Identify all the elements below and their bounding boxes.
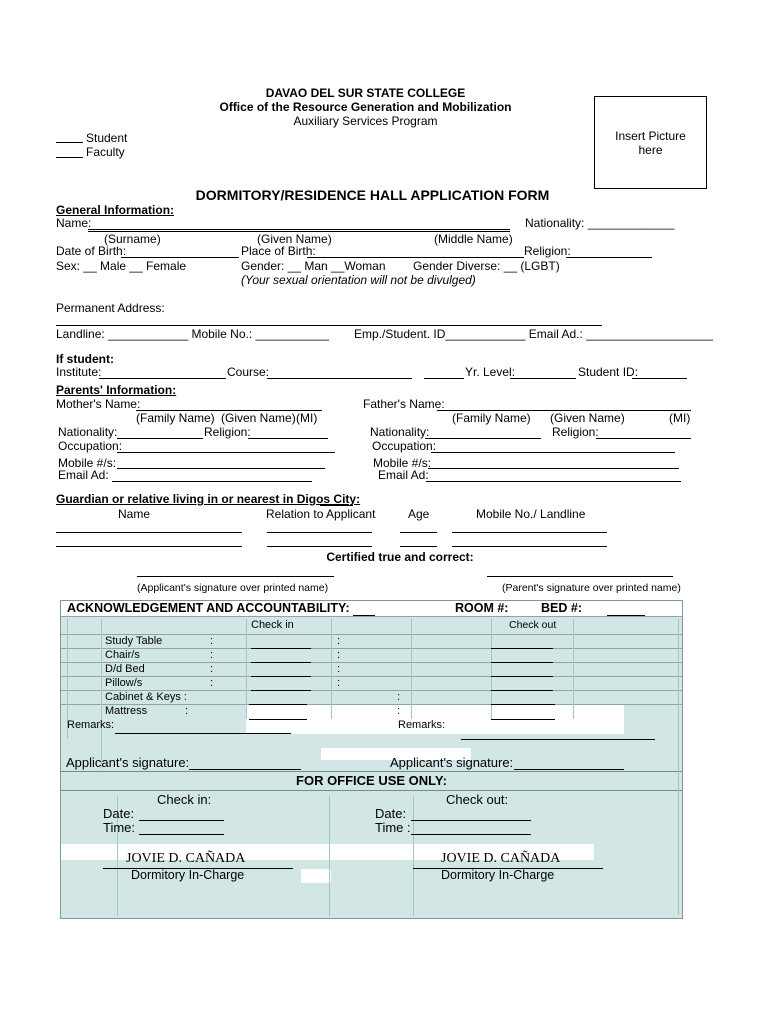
remarks-in-label: Remarks: [67, 719, 115, 731]
item-study-table: Study Table [105, 635, 163, 647]
father-mobile-field[interactable] [428, 468, 679, 469]
picture-placeholder-text: Insert Picture here [615, 128, 686, 157]
dob-label: Date of Birth: [56, 244, 127, 258]
certified-text: Certified true and correct: [326, 550, 474, 564]
parent-signature-line[interactable] [487, 576, 673, 577]
surname-caption: (Surname) [104, 232, 161, 246]
checkout-study-table[interactable] [491, 648, 553, 649]
institute-field[interactable] [99, 378, 226, 379]
permanent-address-field[interactable] [56, 325, 602, 326]
yr-level-blank[interactable] [424, 378, 464, 379]
applicant-signature-in-field[interactable] [189, 769, 301, 770]
checkin-dd-bed[interactable] [251, 676, 311, 677]
mother-occupation-label: Occupation: [58, 439, 123, 453]
item-mattress: Mattress [105, 705, 148, 717]
ack-title-line [353, 615, 375, 616]
college-name: DAVAO DEL SUR STATE COLLEGE [265, 86, 466, 100]
applicant-signature-caption: (Applicant's signature over printed name) [137, 582, 329, 594]
check-out-header: Check out [509, 619, 557, 631]
acknowledgement-table [60, 600, 683, 919]
pob-field[interactable] [307, 257, 524, 258]
office-out-time-field[interactable] [411, 834, 531, 835]
remarks-in-field[interactable] [115, 733, 291, 734]
checkin-pillows[interactable] [251, 690, 311, 691]
mother-mobile-field[interactable] [117, 468, 325, 469]
applicant-signature-out-field[interactable] [514, 769, 624, 770]
ack-grid-line [573, 619, 574, 719]
guardian-row-2-relation[interactable] [267, 546, 372, 547]
father-email-field[interactable] [426, 481, 681, 482]
mother-mobile-label: Mobile #/s: [58, 456, 117, 470]
bed-field[interactable] [607, 615, 645, 616]
item-colon: : [210, 635, 214, 647]
checkin-chairs[interactable] [251, 662, 311, 663]
item-cabinet-keys: Cabinet & Keys : [105, 691, 187, 703]
ack-grid-line [678, 619, 679, 915]
ack-grid-line [61, 704, 682, 705]
ack-grid-line [331, 619, 332, 719]
mother-email-field[interactable] [112, 481, 312, 482]
checkin-cabinet[interactable] [249, 704, 307, 705]
given-name-caption: (Given Name) [257, 232, 332, 246]
guardian-row-1-name[interactable] [56, 532, 242, 533]
guardian-col-mobile: Mobile No./ Landline [476, 507, 586, 521]
applicant-signature-line[interactable] [137, 576, 334, 577]
yr-level-field[interactable] [510, 378, 576, 379]
room-label: ROOM #: [455, 601, 509, 615]
guardian-row-2-mobile[interactable] [452, 546, 607, 547]
faculty-blank[interactable] [56, 157, 83, 158]
ack-grid-line [61, 616, 682, 617]
check-in-header: Check in [251, 619, 294, 631]
general-heading: General Information: [56, 203, 175, 217]
guardian-row-1-mobile[interactable] [452, 532, 607, 533]
guardian-row-1-relation[interactable] [267, 532, 372, 533]
guardian-col-relation: Relation to Applicant [266, 507, 376, 521]
father-given-caption: (Given Name) [550, 411, 625, 425]
permanent-address-label: Permanent Address: [56, 301, 165, 315]
office-name: Office of the Resource Generation and Mobilization [219, 100, 512, 114]
father-nationality-label: Nationality: [370, 425, 430, 439]
mother-mi-caption: (MI) [296, 411, 318, 425]
bed-label: BED #: [541, 601, 582, 615]
checkout-cabinet[interactable] [491, 704, 555, 705]
course-label: Course: [227, 365, 270, 379]
father-religion-label: Religion: [552, 425, 599, 439]
mother-family-caption: (Family Name) [136, 411, 215, 425]
guardian-col-age: Age [408, 507, 430, 521]
ack-grid-line [61, 676, 682, 677]
sex-field[interactable]: Sex: __ Male __ Female [56, 259, 187, 273]
student-option-label: Student [86, 131, 128, 145]
checkin-study-table[interactable] [251, 648, 311, 649]
office-in-time-field[interactable] [139, 834, 224, 835]
ack-grid-line [101, 619, 102, 769]
checkout-pillows[interactable] [491, 690, 553, 691]
guardian-row-1-age[interactable] [400, 532, 437, 533]
office-in-date-field[interactable] [139, 820, 224, 821]
name-field[interactable] [88, 229, 510, 230]
office-in-time-label: Time: [103, 820, 136, 835]
checkout-dd-bed[interactable] [491, 676, 553, 677]
father-family-caption: (Family Name) [452, 411, 531, 425]
course-field[interactable] [267, 378, 412, 379]
ack-grid-line [329, 796, 330, 916]
item-colon: : [397, 691, 401, 703]
item-colon: : [337, 663, 341, 675]
ack-grid-line [246, 619, 247, 719]
office-out-time-label: Time : [375, 820, 411, 835]
yr-level-label: Yr. Level: [465, 365, 516, 379]
applicant-signature-out-label: Applicant's signature: [390, 755, 514, 770]
guardian-col-name: Name [118, 507, 151, 521]
item-colon: : [210, 663, 214, 675]
incharge-name-right: JOVIE D. CAÑADA [441, 851, 561, 866]
guardian-heading: Guardian or relative living in or nearest in Digos City: [56, 492, 361, 506]
office-out-date-field[interactable] [411, 820, 531, 821]
guardian-row-2-name[interactable] [56, 546, 242, 547]
dob-field[interactable] [121, 257, 239, 258]
ack-grid-line [61, 662, 682, 663]
checkin-mattress[interactable] [249, 719, 307, 720]
student-heading: If student: [56, 352, 114, 366]
father-religion-field[interactable] [596, 438, 691, 439]
office-check-in-label: Check in: [157, 792, 212, 807]
picture-placeholder[interactable] [594, 96, 707, 189]
incharge-name-left: JOVIE D. CAÑADA [126, 851, 246, 866]
item-colon: : [210, 649, 214, 661]
ack-grid-line [61, 648, 682, 649]
mother-religion-label: Religion: [204, 425, 251, 439]
guardian-heading-line [320, 505, 353, 506]
student-id-field[interactable] [632, 378, 687, 379]
father-mi-caption: (MI) [669, 411, 691, 425]
ack-grid-line [61, 771, 682, 772]
privacy-note: (Your sexual orientation will not be divulged) [241, 273, 476, 287]
father-occupation-label: Occupation: [372, 439, 437, 453]
student-blank[interactable] [56, 142, 83, 143]
office-in-date-label: Date: [103, 806, 135, 821]
father-nationality-field[interactable] [425, 438, 541, 439]
item-pillows: Pillow/s [105, 677, 143, 689]
item-colon: : [337, 649, 341, 661]
gender-diverse-field[interactable]: Gender Diverse: __ (LGBT) [413, 259, 560, 273]
item-dd-bed: D/d Bed [105, 663, 145, 675]
mother-nationality-label: Nationality: [58, 425, 118, 439]
remarks-out-label: Remarks: [398, 719, 446, 731]
item-colon: : [337, 635, 341, 647]
applicant-signature-in-label: Applicant's signature: [66, 755, 190, 770]
remarks-out-field[interactable] [461, 739, 655, 740]
middle-name-caption: (Middle Name) [434, 232, 513, 246]
item-colon: : [185, 705, 189, 717]
ack-grid-line [411, 619, 412, 719]
program-name: Auxiliary Services Program [293, 114, 438, 128]
item-colon: : [210, 677, 214, 689]
checkout-mattress[interactable] [491, 719, 555, 720]
mother-religion-field[interactable] [248, 438, 328, 439]
institute-label: Institute: [56, 365, 102, 379]
religion-field[interactable] [566, 257, 652, 258]
father-mobile-label: Mobile #/s: [373, 456, 432, 470]
father-occupation-field[interactable] [431, 452, 675, 453]
father-email-label: Email Ad: [378, 468, 429, 482]
mother-occupation-field[interactable] [117, 452, 335, 453]
mother-given-caption: (Given Name) [221, 411, 296, 425]
item-colon: : [397, 705, 401, 717]
item-chairs: Chair/s [105, 649, 140, 661]
mother-nationality-field[interactable] [117, 438, 203, 439]
student-id-label: Student ID: [578, 365, 639, 379]
incharge-title-left: Dormitory In-Charge [131, 868, 245, 882]
checkout-chairs[interactable] [491, 662, 553, 663]
landline-mobile-field[interactable]: Landline: ____________ Mobile No.: ___________ [56, 327, 329, 341]
mother-name-label: Mother's Name: [56, 397, 141, 411]
office-check-out-label: Check out: [446, 792, 509, 807]
nationality-field[interactable]: Nationality: _____________ [525, 216, 675, 230]
ack-grid-line [61, 790, 682, 791]
guardian-row-2-age[interactable] [400, 546, 437, 547]
item-colon: : [337, 677, 341, 689]
pob-label: Place of Birth: [241, 244, 316, 258]
name-label: Name: [56, 216, 92, 230]
father-name-label: Father's Name: [363, 397, 445, 411]
faculty-option-label: Faculty [86, 145, 125, 159]
incharge-gap-strip [301, 869, 331, 883]
mother-email-label: Email Ad: [58, 468, 109, 482]
form-title: DORMITORY/RESIDENCE HALL APPLICATION FORM [195, 187, 550, 203]
gender-field[interactable]: Gender: __ Man __Woman [241, 259, 386, 273]
parent-signature-caption: (Parent's signature over printed name) [502, 582, 681, 594]
incharge-title-right: Dormitory In-Charge [441, 868, 555, 882]
ack-title: ACKNOWLEDGEMENT AND ACCOUNTABILITY: [67, 601, 350, 615]
emp-id-email-field[interactable]: Emp./Student. ID____________ Email Ad.: ___________________ [354, 327, 713, 341]
office-out-date-label: Date: [375, 806, 407, 821]
religion-label: Religion: [524, 244, 571, 258]
parents-heading: Parents' Information: [56, 383, 177, 397]
ack-grid-line [413, 796, 414, 916]
office-use-heading: FOR OFFICE USE ONLY: [296, 773, 447, 788]
